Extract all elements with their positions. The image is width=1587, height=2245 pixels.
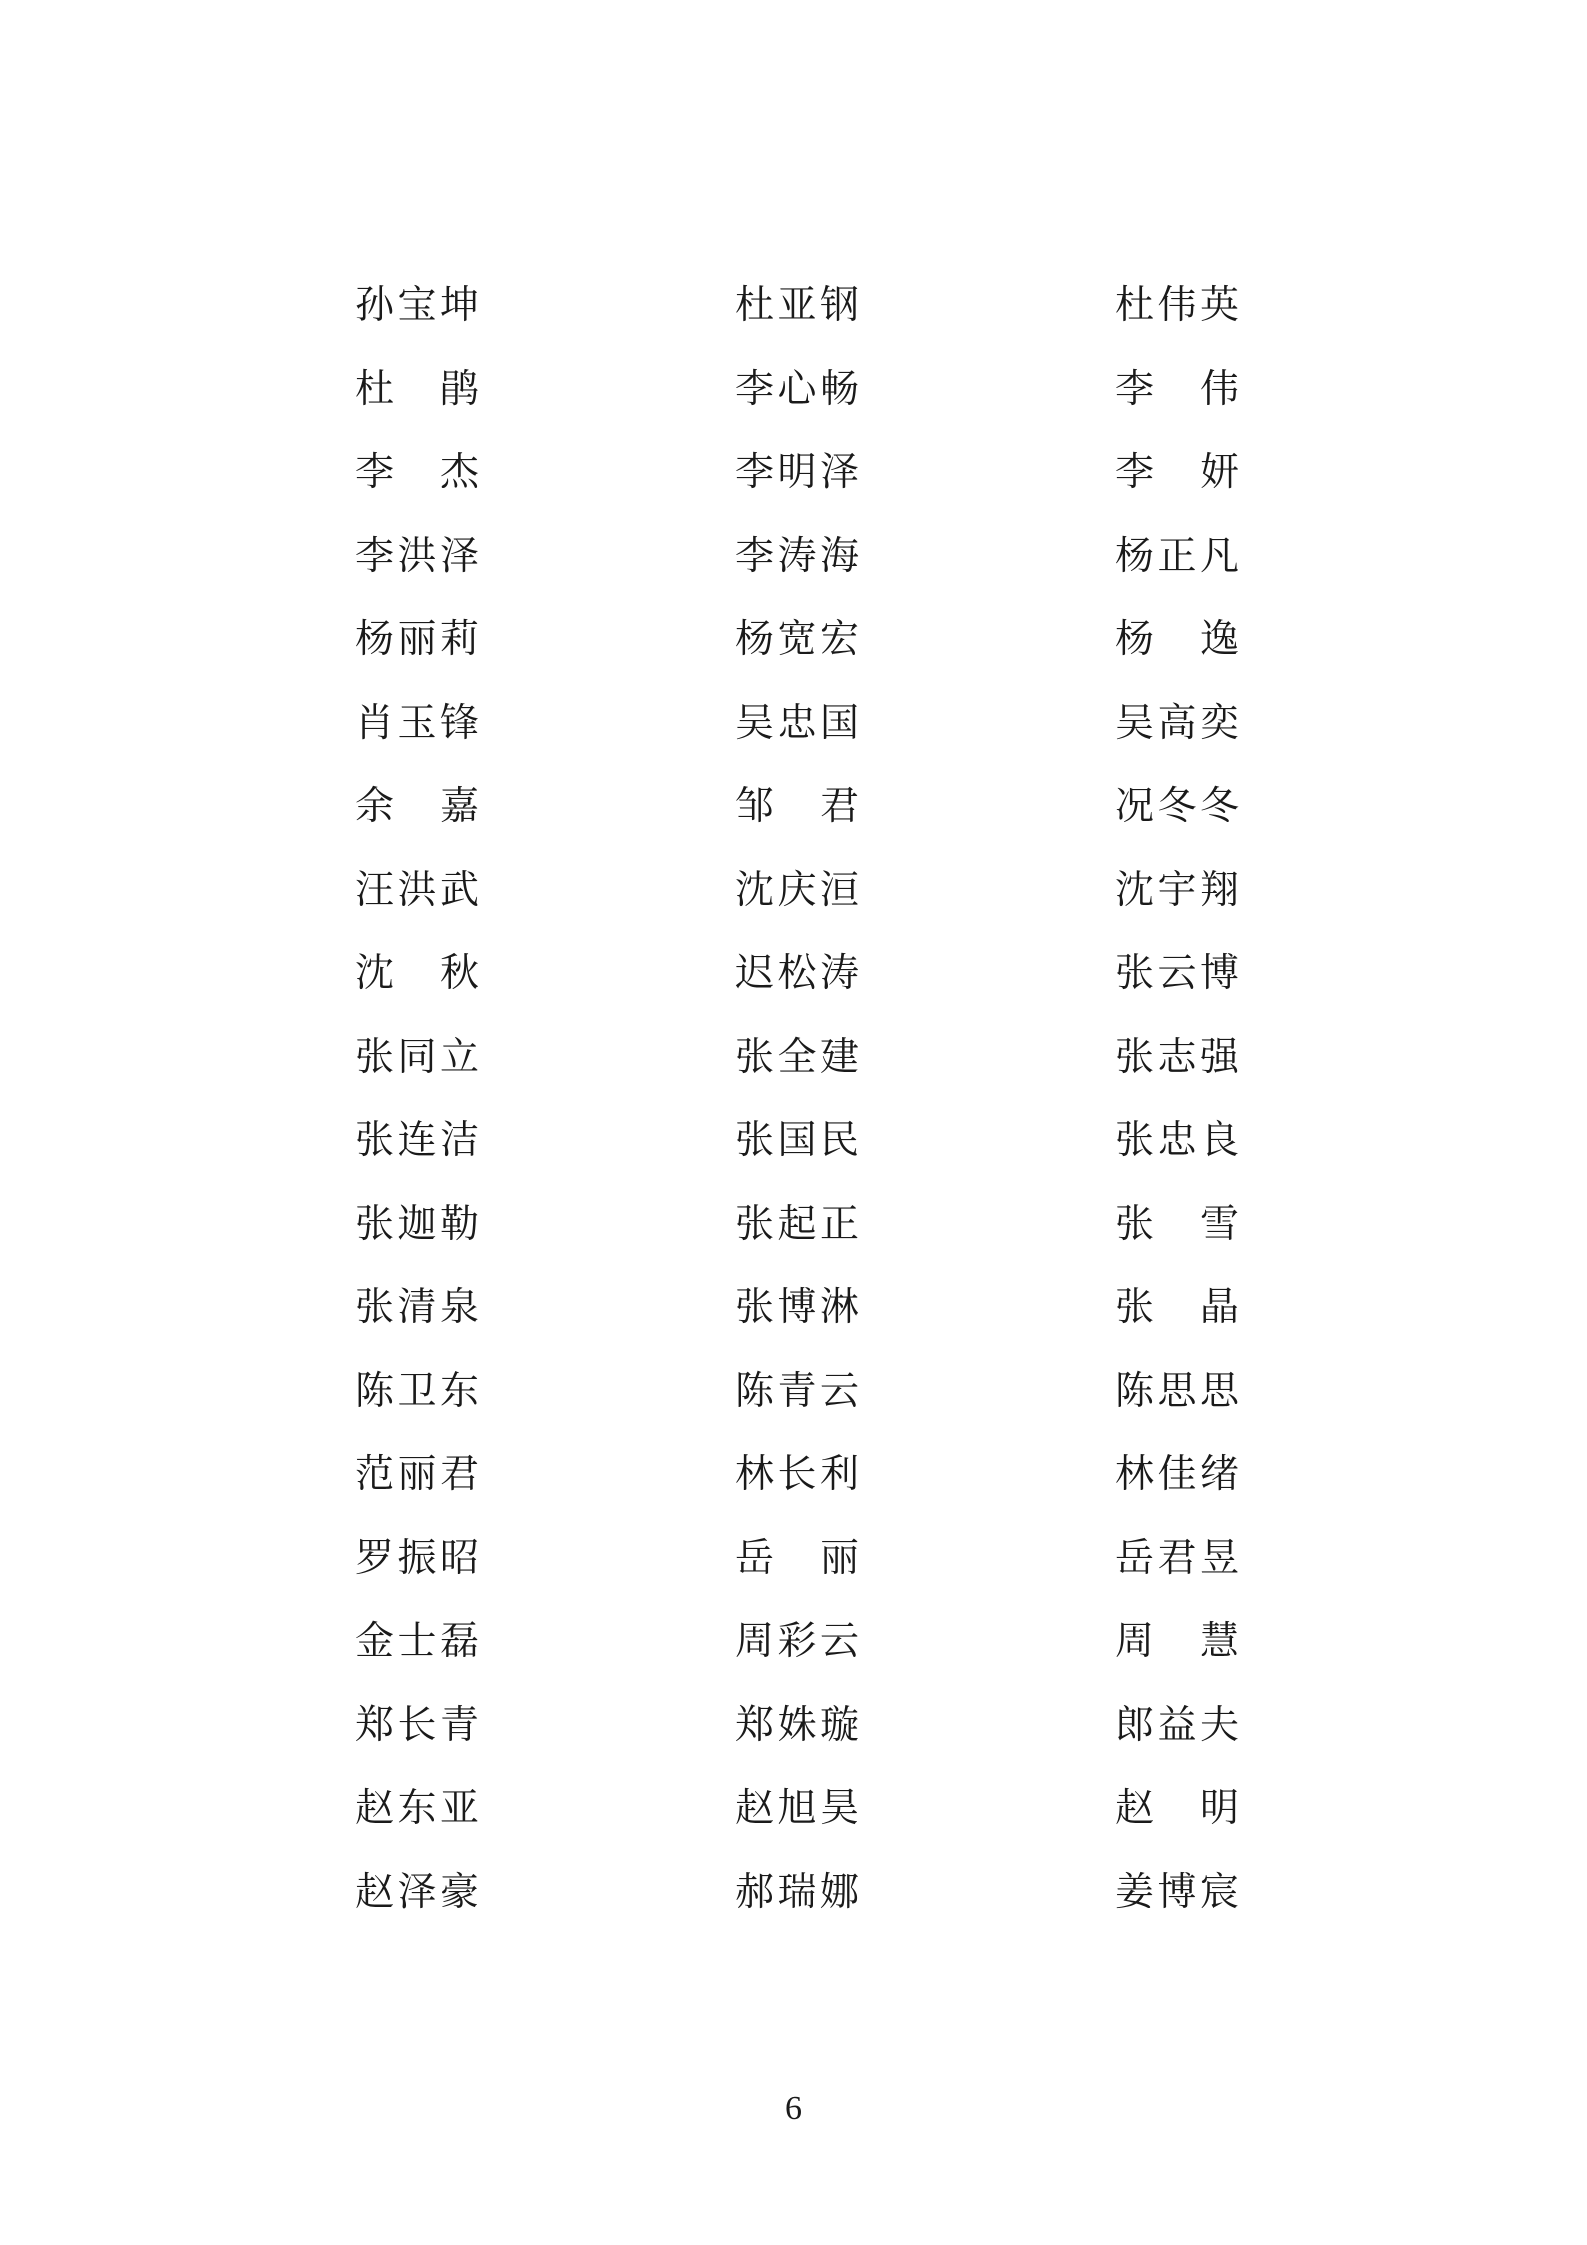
person-name: 吴 高 奕 bbox=[1115, 700, 1239, 746]
person-name: 孙 宝 坤 bbox=[355, 283, 479, 328]
person-name: 张 连 洁 bbox=[355, 1118, 479, 1163]
person-name: 李 伟 bbox=[1115, 366, 1239, 412]
person-name: 岳 丽 bbox=[735, 1535, 859, 1581]
person-name: 张 忠 良 bbox=[1115, 1118, 1239, 1163]
name-row bbox=[0, 1016, 1587, 1100]
name-row bbox=[0, 1851, 1587, 1935]
name-row bbox=[0, 1684, 1587, 1768]
name-row bbox=[0, 431, 1587, 515]
names-grid bbox=[0, 264, 1587, 1934]
person-name: 金 士 磊 bbox=[355, 1619, 479, 1664]
name-row bbox=[0, 1350, 1587, 1434]
person-name: 沈 秋 bbox=[355, 951, 479, 996]
person-name: 杨 宽 宏 bbox=[735, 617, 859, 662]
person-name: 李 涛 海 bbox=[735, 533, 859, 579]
name-row bbox=[0, 1183, 1587, 1267]
person-name: 罗 振 昭 bbox=[355, 1535, 479, 1581]
person-name: 郝 瑞 娜 bbox=[735, 1869, 859, 1915]
person-name: 赵 东 亚 bbox=[355, 1786, 479, 1831]
person-name: 周 慧 bbox=[1115, 1619, 1239, 1664]
person-name: 陈 卫 东 bbox=[355, 1368, 479, 1414]
person-name: 杨 正 凡 bbox=[1115, 533, 1239, 579]
person-name: 张 博 淋 bbox=[735, 1285, 859, 1330]
person-name: 李 杰 bbox=[355, 450, 479, 495]
person-name: 汪 洪 武 bbox=[355, 867, 479, 913]
person-name: 沈 庆 洹 bbox=[735, 867, 859, 913]
name-row bbox=[0, 1600, 1587, 1684]
name-row bbox=[0, 682, 1587, 766]
name-row bbox=[0, 1099, 1587, 1183]
person-name: 张 全 建 bbox=[735, 1034, 859, 1080]
name-row bbox=[0, 765, 1587, 849]
person-name: 杨 逸 bbox=[1115, 617, 1239, 662]
person-name: 陈 思 思 bbox=[1115, 1368, 1239, 1414]
person-name: 岳 君 昱 bbox=[1115, 1535, 1239, 1581]
person-name: 林 佳 绪 bbox=[1115, 1452, 1239, 1497]
person-name: 李 明 泽 bbox=[735, 450, 859, 495]
person-name: 杜 鹃 bbox=[355, 366, 479, 412]
name-row bbox=[0, 515, 1587, 599]
person-name: 杜 伟 英 bbox=[1115, 283, 1239, 328]
person-name: 郑 长 青 bbox=[355, 1702, 479, 1748]
person-name: 邹 君 bbox=[735, 784, 859, 829]
person-name: 余 嘉 bbox=[355, 784, 479, 829]
person-name: 张 雪 bbox=[1115, 1201, 1239, 1247]
person-name: 赵 泽 豪 bbox=[355, 1869, 479, 1915]
person-name: 郑 姝 璇 bbox=[735, 1702, 859, 1748]
person-name: 杨 丽 莉 bbox=[355, 617, 479, 662]
person-name: 赵 旭 昊 bbox=[735, 1786, 859, 1831]
person-name: 赵 明 bbox=[1115, 1786, 1239, 1831]
person-name: 迟 松 涛 bbox=[735, 951, 859, 996]
name-row bbox=[0, 1433, 1587, 1517]
person-name: 吴 忠 国 bbox=[735, 700, 859, 746]
page-number: 6 bbox=[785, 2090, 802, 2127]
person-name: 范 丽 君 bbox=[355, 1452, 479, 1497]
person-name: 郎 益 夫 bbox=[1115, 1702, 1239, 1748]
person-name: 张 云 博 bbox=[1115, 951, 1239, 996]
person-name: 肖 玉 锋 bbox=[355, 700, 479, 746]
name-row bbox=[0, 1517, 1587, 1601]
name-row bbox=[0, 348, 1587, 432]
name-row bbox=[0, 1266, 1587, 1350]
person-name: 张 国 民 bbox=[735, 1118, 859, 1163]
person-name: 张 迦 勒 bbox=[355, 1201, 479, 1247]
name-row bbox=[0, 598, 1587, 682]
name-row bbox=[0, 1767, 1587, 1851]
person-name: 林 长 利 bbox=[735, 1452, 859, 1497]
person-name: 张 起 正 bbox=[735, 1201, 859, 1247]
person-name: 张 志 强 bbox=[1115, 1034, 1239, 1080]
person-name: 李 妍 bbox=[1115, 450, 1239, 495]
person-name: 周 彩 云 bbox=[735, 1619, 859, 1664]
name-row bbox=[0, 264, 1587, 348]
person-name: 况 冬 冬 bbox=[1115, 784, 1239, 829]
name-row bbox=[0, 849, 1587, 933]
person-name: 李 心 畅 bbox=[735, 366, 859, 412]
person-name: 张 清 泉 bbox=[355, 1285, 479, 1330]
person-name: 张 晶 bbox=[1115, 1285, 1239, 1330]
person-name: 陈 青 云 bbox=[735, 1368, 859, 1414]
person-name: 杜 亚 钢 bbox=[735, 283, 859, 328]
person-name: 沈 宇 翔 bbox=[1115, 867, 1239, 913]
person-name: 张 同 立 bbox=[355, 1034, 479, 1080]
person-name: 李 洪 泽 bbox=[355, 533, 479, 579]
person-name: 姜 博 宸 bbox=[1115, 1869, 1239, 1915]
name-row bbox=[0, 932, 1587, 1016]
